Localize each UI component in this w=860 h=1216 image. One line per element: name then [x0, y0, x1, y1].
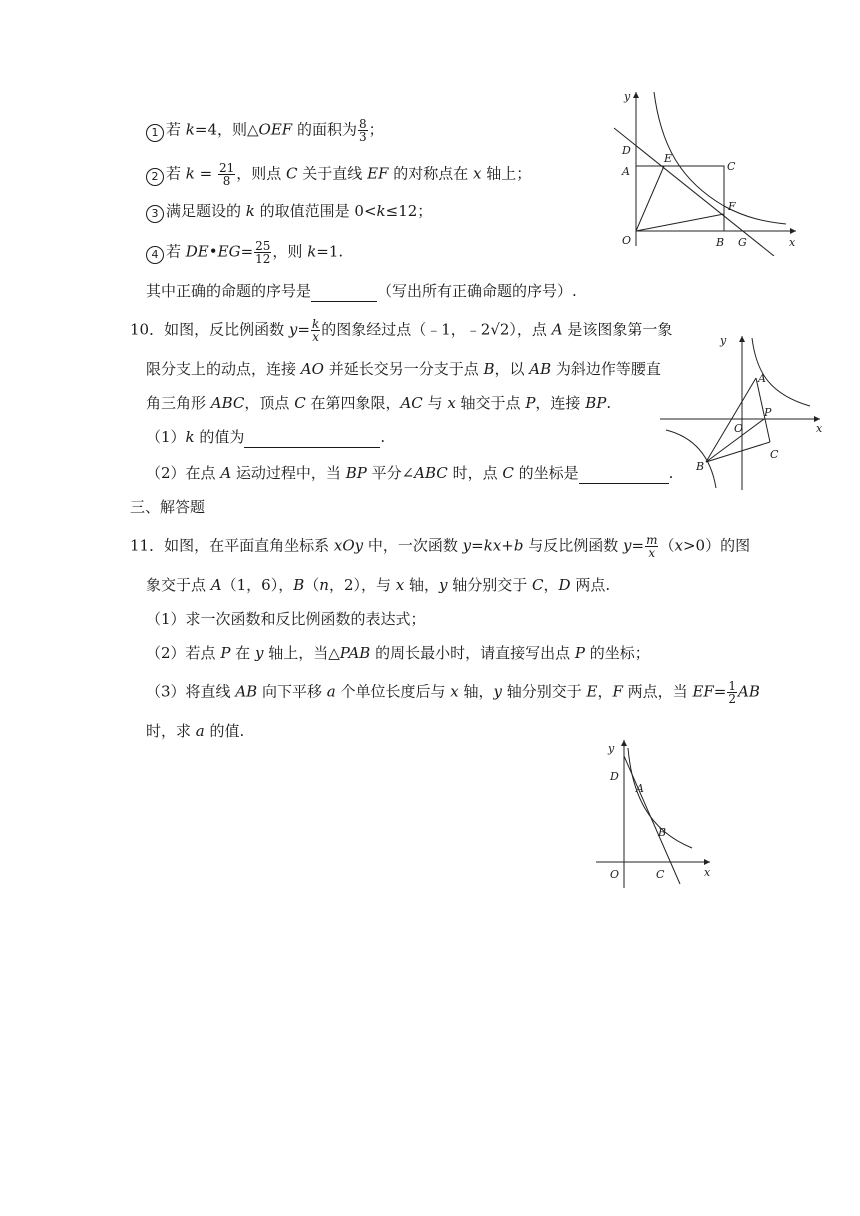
fraction: $\frac{m}{x}$	[646, 533, 658, 560]
q10-line-2: 限分支上的动点，连接 AO 并延长交另一分支于点 B，以 AB 为斜边作等腰直	[146, 360, 661, 378]
label-A: A	[758, 372, 766, 385]
label-y: y	[608, 742, 615, 755]
label-C: C	[656, 868, 665, 881]
option-number: 4	[146, 246, 164, 264]
label-B: B	[696, 460, 705, 473]
q11-figure-svg	[592, 734, 714, 890]
question-number: 11．	[130, 536, 165, 555]
label-B: B	[716, 236, 725, 249]
fraction: $\frac{1}{2}$	[728, 679, 737, 706]
label-x: x	[789, 236, 796, 249]
q9-answer-line: 其中正确的命题的序号是 （写出所有正确命题的序号）.	[146, 282, 577, 300]
q11-sub-3: （3）将直线 AB 向下平移 a 个单位长度后与 x 轴，y 轴分别交于 E，F 两点，当 EF= $\frac{1}{2}$ AB	[146, 679, 760, 706]
label-O: O	[610, 868, 620, 881]
label-E: E	[664, 152, 673, 165]
label-x: x	[816, 422, 823, 435]
label-A: A	[622, 165, 630, 178]
fraction: $\frac{21}{8}$	[218, 161, 235, 188]
fraction: $\frac{k}{x}$	[311, 317, 320, 344]
q11-sub-1: （1）求一次函数和反比例函数的表达式；	[146, 610, 426, 628]
q10-sub-2: （2）在点 A 运动过程中，当 BP 平分∠ABC 时，点 C 的坐标是 .	[146, 464, 674, 482]
q10-sub-1: （1）k 的值为 .	[146, 428, 386, 446]
q11-line-2: 象交于点 A（1，6），B（n，2），与 x 轴，y 轴分别交于 C，D 两点.	[146, 576, 611, 594]
section-heading: 三、解答题	[130, 498, 206, 516]
q11-sub-3-cont: 时，求 a 的值.	[146, 722, 245, 740]
label-x: x	[704, 866, 711, 879]
q9-figure-svg	[606, 86, 802, 256]
answer-blank[interactable]	[311, 285, 377, 302]
q10-line-1: 10．如图，反比例函数 y= $\frac{k}{x}$ 的图象经过点（﹣1，﹣2√2），点 A 是该图象第一象	[130, 317, 673, 344]
q10-figure-svg	[660, 330, 826, 490]
answer-blank[interactable]	[579, 467, 669, 484]
option-number: 3	[146, 205, 164, 223]
label-O: O	[734, 422, 744, 435]
label-y: y	[720, 334, 727, 347]
option-number: 1	[146, 124, 164, 142]
q9-option-4: 4 若 DE•EG= $\frac{25}{12}$ ，则 k=1.	[146, 240, 343, 265]
fraction: $\frac{8}{3}$	[358, 117, 367, 144]
label-C: C	[727, 160, 736, 173]
label-D: D	[622, 144, 631, 157]
q11-figure	[592, 734, 714, 890]
label-O: O	[622, 234, 632, 247]
q11-sub-2: （2）若点 P 在 y 轴上，当△PAB 的周长最小时，请直接写出点 P 的坐标；	[146, 644, 650, 662]
q9-figure	[606, 86, 802, 256]
q11-line-1: 11．如图，在平面直角坐标系 xOy 中，一次函数 y=kx+b 与反比例函数 y= $\frac{m}{x}$ （x>0）的图	[130, 533, 751, 560]
label-C: C	[770, 448, 779, 461]
q9-option-1: 1 若 k=4，则△OEF 的面积为 $\frac{8}{3}$ ；	[146, 118, 384, 143]
label-D: D	[610, 770, 619, 783]
answer-blank[interactable]	[244, 431, 380, 448]
label-A: A	[636, 782, 644, 795]
label-y: y	[624, 90, 631, 103]
question-number: 10．	[130, 320, 165, 339]
q9-option-3: 3 满足题设的 k 的取值范围是 0<k≤12；	[146, 200, 432, 223]
label-B: B	[658, 826, 667, 839]
q9-option-2: 2 若 k = $\frac{21}{8}$ ，则点 C 关于直线 EF 的对称点在 x 轴上；	[146, 162, 531, 187]
label-G: G	[738, 236, 747, 249]
q10-figure	[660, 330, 826, 490]
option-number: 2	[146, 168, 164, 186]
label-P: P	[764, 406, 772, 419]
label-F: F	[728, 200, 736, 213]
q10-line-3: 角三角形 ABC，顶点 C 在第四象限，AC 与 x 轴交于点 P，连接 BP.	[146, 394, 612, 412]
fraction: $\frac{25}{12}$	[255, 239, 271, 266]
